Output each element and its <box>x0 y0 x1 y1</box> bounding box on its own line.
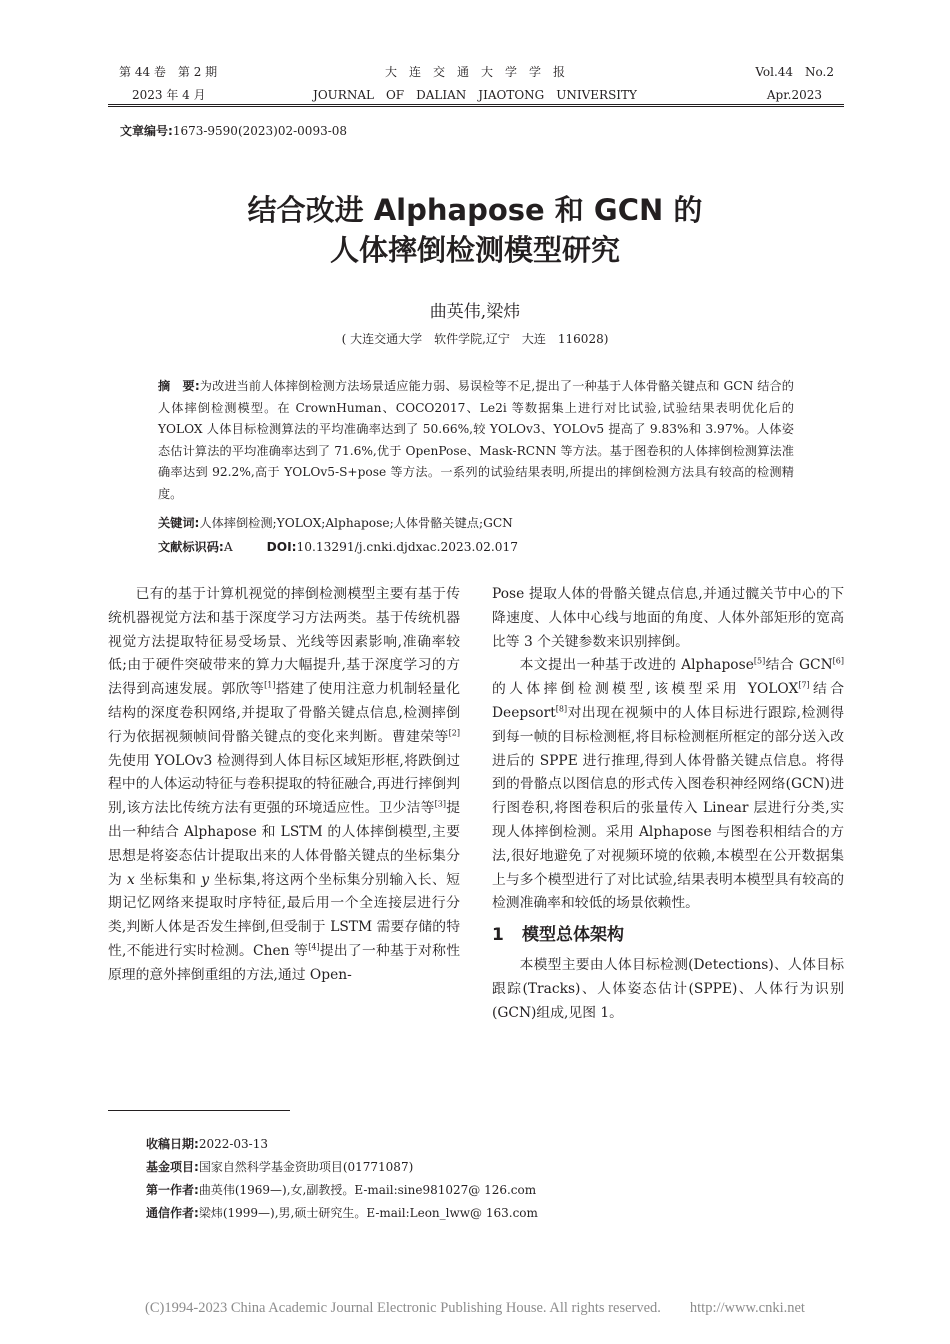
footnote-first-author-value: 曲英伟(1969—),女,副教授。E-mail:sine981027@ 126.com <box>198 1183 537 1197</box>
doc-code-value: A <box>223 540 233 554</box>
intro-paragraph <box>108 583 460 988</box>
doc-code-doi <box>158 538 518 556</box>
header-journal-cn: 大 连 交 通 大 学 学 报 <box>384 65 565 79</box>
keywords-label: 关键词: <box>158 516 200 530</box>
citation-4: [4] <box>308 942 320 952</box>
body-left-column <box>108 583 460 988</box>
body-right-column <box>492 583 844 1026</box>
doi-value: 10.13291/j.cnki.djdxac.2023.02.017 <box>296 540 519 554</box>
citation-5: [5] <box>753 656 766 666</box>
architecture-paragraph: 本模型主要由人体目标检测(Detections)、人体目标跟踪(Tracks)、人体姿态估计(SPPE)、人体行为识别(GCN)组成,见图 1。 <box>492 957 844 1021</box>
title-line-1: 结合改进 Alphapose 和 GCN 的 <box>247 193 703 227</box>
footnote-corresponding-label: 通信作者: <box>146 1206 199 1220</box>
citation-1: [1] <box>264 680 276 690</box>
footnote-fund-label: 基金项目: <box>146 1160 199 1174</box>
citation-2: [2] <box>448 728 460 738</box>
continued-paragraph: Pose 提取人体的骨骼关键点信息,并通过髋关节中心的下降速度、人体中心线与地面的角度、人体外部矩形的宽高比等 3 个关键参数来识别摔倒。 <box>492 586 844 650</box>
affiliation: ( 大连交通大学 软件学院,辽宁 大连 116028) <box>341 332 609 346</box>
method-text-d: 结合 Deepsort <box>492 681 845 721</box>
article-number <box>120 122 347 139</box>
abstract <box>158 376 794 505</box>
header-journal-en: JOURNAL OF DALIAN JIAOTONG UNIVERSITY <box>313 88 637 102</box>
citation-8: [8] <box>555 704 568 714</box>
method-paragraph <box>492 654 844 916</box>
footnote-received-label: 收稿日期: <box>146 1137 199 1151</box>
intro-text-f: 坐标集,将这两个坐标集分别输入长、短期记忆网络来提取时序特征,最后用一个全连接层进行分类,判断人体是否发生摔倒,但受制于 LSTM 需要存储的特性,不能进行实时检测。Chen 等 <box>108 871 460 959</box>
var-x: x <box>127 871 135 888</box>
title-line-2: 人体摔倒检测模型研究 <box>329 233 620 267</box>
footnote-corresponding-value: 梁炜(1999—),男,硕士研究生。E-mail:Leon_lww@ 163.com <box>198 1206 538 1220</box>
header-date-en: Apr.2023 <box>766 88 822 102</box>
intro-text-g: 提出了一种基于对称性原理的意外摔倒重组的方法,通过 Open- <box>108 942 461 983</box>
citation-7: [7] <box>798 680 810 690</box>
section-title: 模型总体架构 <box>522 925 624 946</box>
footnote-first-author <box>146 1182 536 1198</box>
footnote-corresponding <box>146 1205 538 1221</box>
authors: 曲英伟,梁炜 <box>429 302 521 322</box>
doc-code-label: 文献标识码: <box>158 540 224 554</box>
intro-text-a: 已有的基于计算机视觉的摔倒检测模型主要有基于传统机器视觉方法和基于深度学习方法两类。基于传统机器视觉方法提取特征易受场景、光线等因素影响,准确率较低;由于硬件突破带来的算力大幅提升,基于深度学习的方法得到高速发展。郭欣等 <box>108 586 460 698</box>
method-text-a: 本文提出一种基于改进的 Alphapose <box>519 657 754 674</box>
header-rule-top <box>108 104 844 105</box>
doi-label: DOI: <box>266 540 297 554</box>
article-number-label: 文章编号: <box>120 124 173 138</box>
method-text-e: 对出现在视频中的人体目标进行跟踪,检测得到每一帧的目标检测框,将目标检测框所框定的部分送入改进后的 SPPE 进行推理,得到人体骨骼关键点信息。将得到的骨骼点以图信息的形式传入图卷积神经网络(GCN)进行图卷积,将图卷积后的张量传入 Linear 层进行分类,实现人体摔倒检测。采用 Alphapose 与图卷积相结合的方法,很好地避免了对视频环境的依赖,本模型在公开数据集上与多个模型进行了对比试验,结果表明本模型具有较高的检测准确率和较低的场景依赖性。 <box>492 704 844 912</box>
citation-3: [3] <box>434 799 446 809</box>
header-volume-issue: 第 44 卷 第 2 期 <box>119 65 218 79</box>
header-volume-en: Vol.44 No.2 <box>755 65 834 79</box>
section-number: 1 <box>492 925 504 946</box>
intro-text-b: 搭建了使用注意力机制轻量化结构的深度卷积网络,并提取了骨骼关键点信息,检测摔倒行为依据视频帧间骨骼关键点的变化来判断。曹建荣等 <box>108 681 461 745</box>
footnote-fund <box>146 1159 413 1175</box>
var-y: y <box>201 871 210 888</box>
footnote-fund-value: 国家自然科学基金资助项目(01771087) <box>198 1160 414 1174</box>
method-text-c: 的人体摔倒检测模型,该模型采用 YOLOX <box>492 681 799 698</box>
article-number-value: 1673-9590(2023)02-0093-08 <box>172 124 348 138</box>
keywords <box>158 514 513 532</box>
intro-text-d: 提出一种结合 Alphapose 和 LSTM 的人体摔倒模型,主要思想是将姿态估计提取出来的人体骨骼关键点的坐标集分为 <box>108 800 461 888</box>
footnote-rule <box>108 1110 290 1111</box>
keywords-value: 人体摔倒检测;YOLOX;Alphapose;人体骨骼关键点;GCN <box>199 516 513 530</box>
section-heading-1 <box>492 918 844 952</box>
footnote-received <box>146 1136 268 1152</box>
citation-6: [6] <box>832 656 844 666</box>
intro-text-e: 坐标集和 <box>134 871 202 888</box>
footnote-received-value: 2022-03-13 <box>198 1137 268 1151</box>
intro-text-c: 先使用 YOLOv3 检测得到人体目标区域矩形框,将跌倒过程中的人体运动特征与卷积提取的特征融合,再进行摔倒判别,该方法比传统方法有更强的环境适应性。卫少洁等 <box>108 752 460 817</box>
copyright-notice: (C)1994-2023 China Academic Journal Electronic Publishing House. All rights reserved. http://www.cnki.net <box>145 1300 805 1316</box>
header-rule-bottom <box>108 106 844 107</box>
footnote-first-author-label: 第一作者: <box>146 1183 199 1197</box>
abstract-text: 为改进当前人体摔倒检测方法场景适应能力弱、易误检等不足,提出了一种基于人体骨骼关键点和 GCN 结合的人体摔倒检测模型。在 CrownHuman、COCO2017、Le2i 等数据集上进行对比试验,试验结果表明优化后的 YOLOX 人体目标检测算法的平均准确率达到了 50.66%,较 YOLOv3、YOLOv5 提高了 9.83%和 3.97%。人体姿态估计算法的平均准确率达到了 71.6%,优于 OpenPose、Mask-RCNN 等方法。基于图卷积的人体摔倒检测算法准确率达到 92.2%,高于 YOLOv5-S+pose 等方法。一系列的试验结果表明,所提出的摔倒检测方法具有较高的检测精度。 <box>158 379 794 501</box>
header-date: 2023 年 4 月 <box>132 88 206 102</box>
abstract-label: 摘 要: <box>158 379 200 393</box>
method-text-b: 结合 GCN <box>765 657 833 674</box>
